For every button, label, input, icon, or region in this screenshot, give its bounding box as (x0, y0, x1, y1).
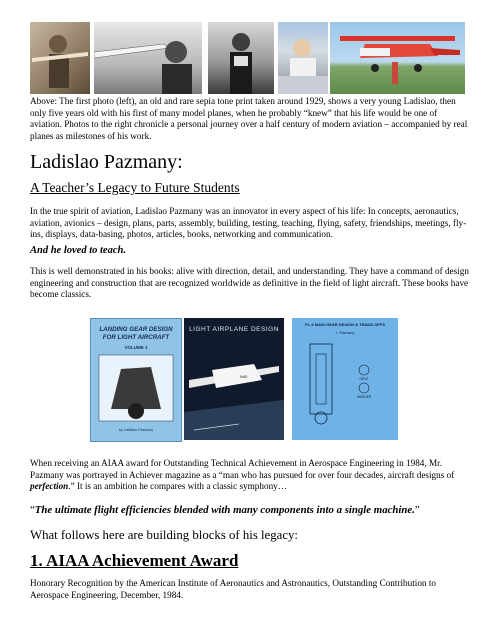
book1-title-line1: LANDING GEAR DESIGN (99, 326, 173, 333)
award-paragraph-emphasis: perfection (30, 481, 69, 491)
book3-title: PL-9 MAIN GEAR DESIGN & TRADE-OFFS (304, 322, 386, 327)
book-cover-light-airplane-design (184, 318, 284, 440)
child-with-model-plane-illustration (30, 22, 90, 94)
landing-gear-cover-art (91, 319, 181, 441)
cockpit-illustration (278, 22, 328, 94)
quote-text: The ultimate flight efficiencies blended with many components into a single machine. (34, 504, 415, 516)
red-airplane-illustration (330, 22, 465, 94)
photo-red-airplane (330, 22, 465, 94)
book2-title: LIGHT AIRPLANE DESIGN (189, 326, 279, 333)
photo-pilot-portrait (208, 22, 274, 94)
books-paragraph: This is well demonstrated in his books: alive with direction, detail, and understanding. They have a command of design engineering and construction that are recognized worldwide as definitive in the field of light aircraft. These books have become classics. (30, 266, 469, 299)
book-cover-pl9-gear (292, 318, 398, 440)
book-cover-landing-gear (90, 318, 182, 442)
man-holding-model-illustration (94, 22, 202, 94)
pazmany-quote (30, 503, 470, 517)
page-subtitle: A Teacher’s Legacy to Future Students (30, 180, 240, 195)
photo-model-plane (94, 22, 202, 94)
photo-young-ladislao (30, 22, 90, 94)
teach-heading: And he loved to teach. (30, 245, 126, 256)
quote-close-mark: ” (414, 504, 420, 516)
book1-title-line2: FOR LIGHT AIRCRAFT (102, 334, 170, 341)
legacy-intro: What follows here are building blocks of his legacy: (30, 528, 298, 542)
intro-paragraph: In the true spirit of aviation, Ladislao Pazmany was an innovator in every aspect of his life: In concepts, aeronautics, aviation, avionics – design, plans, parts, assembly, building, testing, teaching, flying, safety, friendships, meetings, fly-ins, displays, data-basing, photos, articles, books, networking and communication. (30, 206, 467, 239)
book2-registration: N40 (240, 374, 248, 379)
light-airplane-cover-art (184, 318, 284, 440)
award-paragraph-part2: .” It is an ambition he compares with a classic symphony… (68, 481, 287, 491)
award-paragraph-part1: When receiving an AIAA award for Outstanding Technical Achievement in Aerospace Engineering in 1984, Mr. Pazmany was portrayed in Achiever magazine as a “man who has pursued for over four decades, aircraft designs of (30, 458, 455, 480)
quote-open-mark: “ (30, 504, 35, 516)
page-title: Ladislao Pazmany: (30, 151, 183, 173)
award-heading: 1. AIAA Achievement Award (30, 551, 239, 570)
book3-label-hole: HOLE (359, 377, 369, 381)
award-paragraph (30, 458, 470, 493)
book3-author: L. Pazmany (335, 331, 355, 335)
honor-paragraph: Honorary Recognition by the American Institute of Aeronautics and Astronautics, Outstanding Contribution to Aerospace Engineering, December, 1984. (30, 578, 436, 600)
pl9-gear-cover-art (292, 318, 398, 440)
book3-label-washer: WASHER (356, 395, 372, 399)
book1-volume: VOLUME 1 (124, 345, 148, 350)
photo-cockpit (278, 22, 328, 94)
book1-author: by Ladislao Pazmany (118, 428, 154, 432)
pilot-illustration (208, 22, 274, 94)
photo-caption: Above: The first photo (left), an old and rare sepia tone print taken around 1929, shows a very young Ladislao, then only five years old with his first of many model planes, when he probably “knew” that his life would be one of aviation. Photos to the right chronicle a personal journey over a half century of modern aviation – accompanied by real planes as milestones of his work. (30, 96, 468, 141)
